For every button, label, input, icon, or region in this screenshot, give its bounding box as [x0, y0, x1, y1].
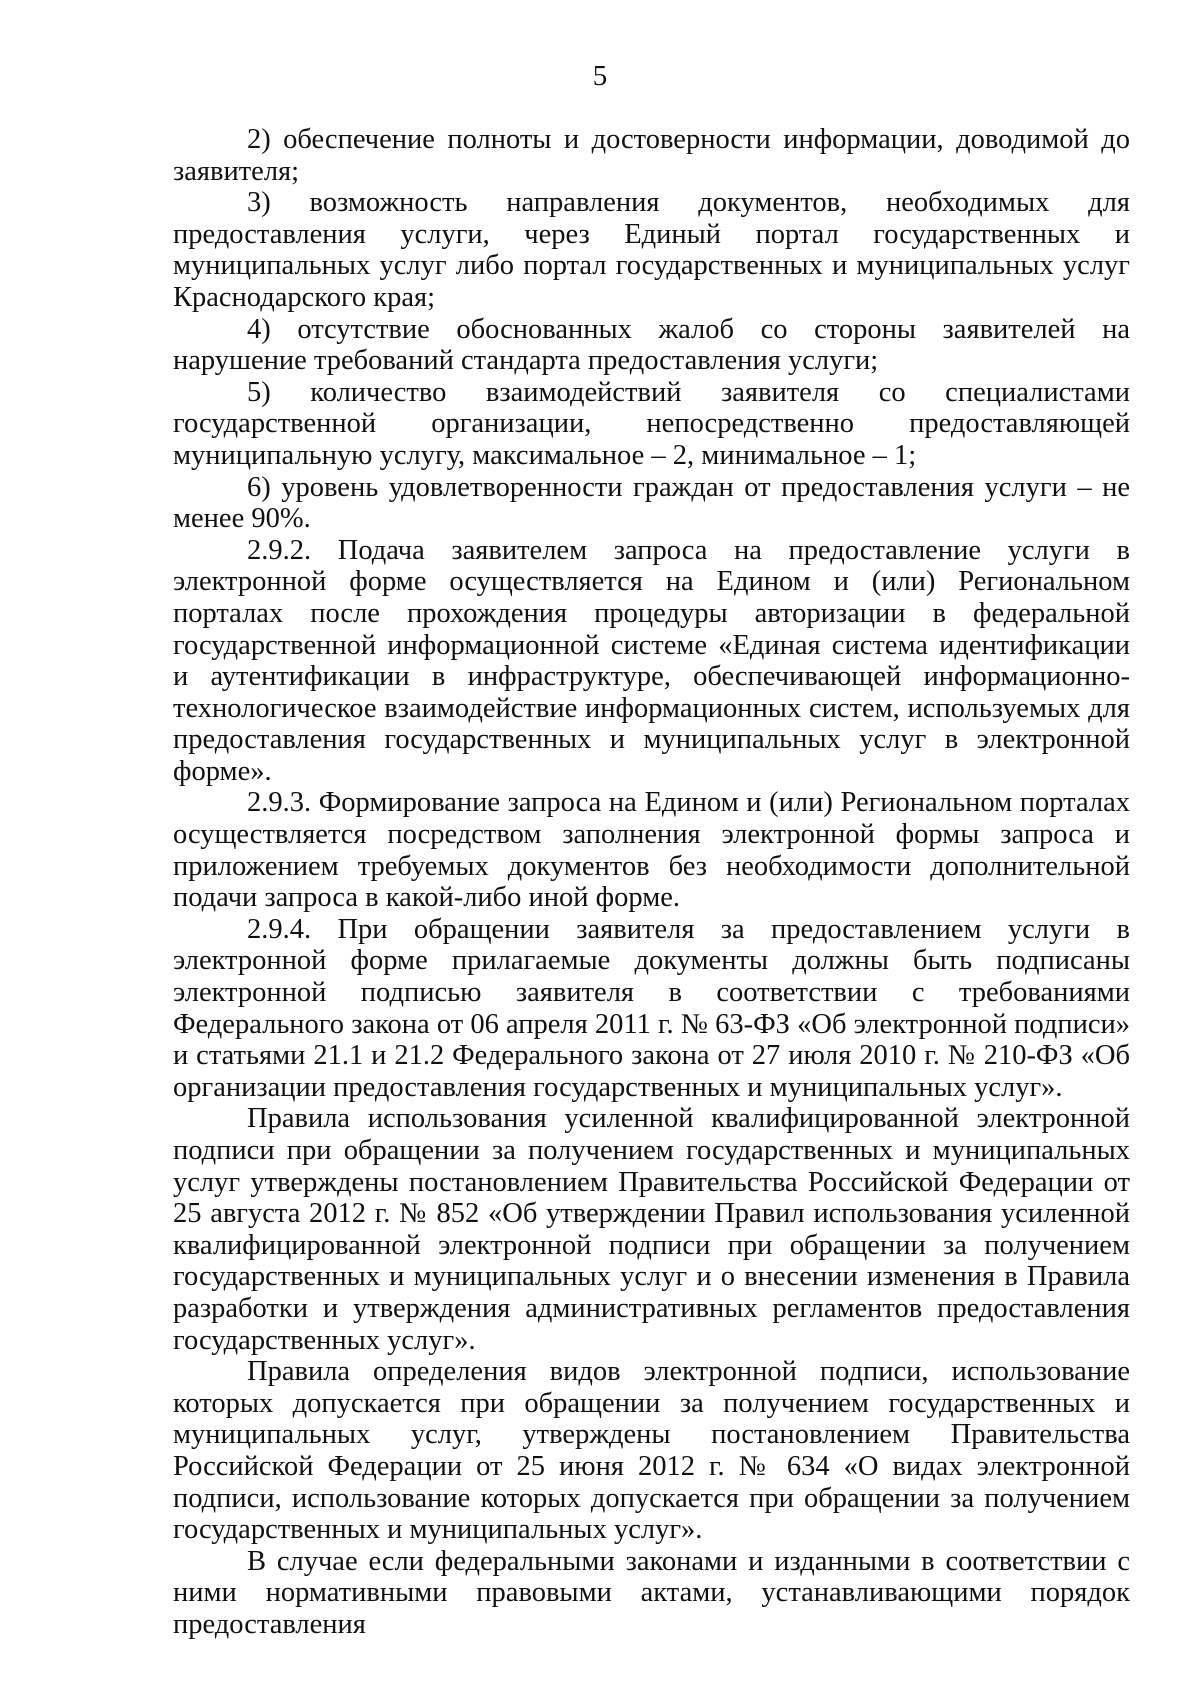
- paragraph: 2.9.3. Формирование запроса на Едином и (или) Региональном порталах осуществляется посредством заполнения электронной формы запроса и приложением требуемых документов без необходимости дополнительной подачи запроса в какой-либо иной форме.: [173, 787, 1130, 914]
- paragraph: 2) обеспечение полноты и достоверности информации, доводимой до заявителя;: [173, 124, 1130, 187]
- paragraph: 3) возможность направления документов, необходимых для предоставления услуги, через Единый портал государственных и муниципальных услуг либо портал государственных и муниципальных услуг Краснодарского края;: [173, 187, 1130, 313]
- paragraph: Правила определения видов электронной подписи, использование которых допускается при обращении за получением государственных и муниципальных услуг, утверждены постановлением Правительства Российской Федерации от 25 июня 2012 г. № 634 «О видах электронной подписи, использование которых допускается при обращении за получением государственных и муниципальных услуг».: [173, 1356, 1130, 1546]
- paragraph: 2.9.2. Подача заявителем запроса на предоставление услуги в электронной форме осуществляется на Едином и (или) Региональном порталах после прохождения процедуры авторизации в федеральной государственной информационной системе «Единая система идентификации и аутентификации в инфраструктуре, обеспечивающей информационно-технологическое взаимодействие информационных систем, используемых для предоставления государственных и муниципальных услуг в электронной форме».: [173, 534, 1130, 787]
- paragraph: 6) уровень удовлетворенности граждан от предоставления услуги – не менее 90%.: [173, 471, 1130, 535]
- document-body: [173, 124, 1130, 1641]
- page-number: 5: [592, 60, 608, 92]
- paragraph: Правила использования усиленной квалифицированной электронной подписи при обращении за получением государственных и муниципальных услуг утверждены постановлением Правительства Российской Федерации от 25 августа 2012 г. № 852 «Об утверждении Правил использования усиленной квалифицированной электронной подписи при обращении за получением государственных и муниципальных услуг и о внесении изменения в Правила разработки и утверждения административных регламентов предоставления государственных услуг».: [173, 1103, 1130, 1356]
- paragraph: 4) отсутствие обоснованных жалоб со стороны заявителей на нарушение требований стандарта предоставления услуги;: [173, 313, 1130, 377]
- paragraph: 2.9.4. При обращении заявителя за предоставлением услуги в электронной форме прилагаемые документы должны быть подписаны электронной подписью заявителя в соответствии с требованиями Федерального закона от 06 апреля 2011 г. № 63-ФЗ «Об электронной подписи» и статьями 21.1 и 21.2 Федерального закона от 27 июля 2010 г. № 210-ФЗ «Об организации предоставления государственных и муниципальных услуг».: [173, 913, 1130, 1103]
- paragraph: 5) количество взаимодействий заявителя со специалистами государственной организации, непосредственно предоставляющей муниципальную услугу, максимальное – 2, минимальное – 1;: [173, 376, 1130, 471]
- paragraph: В случае если федеральными законами и изданными в соответствии с ними нормативными правовыми актами, устанавливающими порядок предоставления: [173, 1545, 1130, 1640]
